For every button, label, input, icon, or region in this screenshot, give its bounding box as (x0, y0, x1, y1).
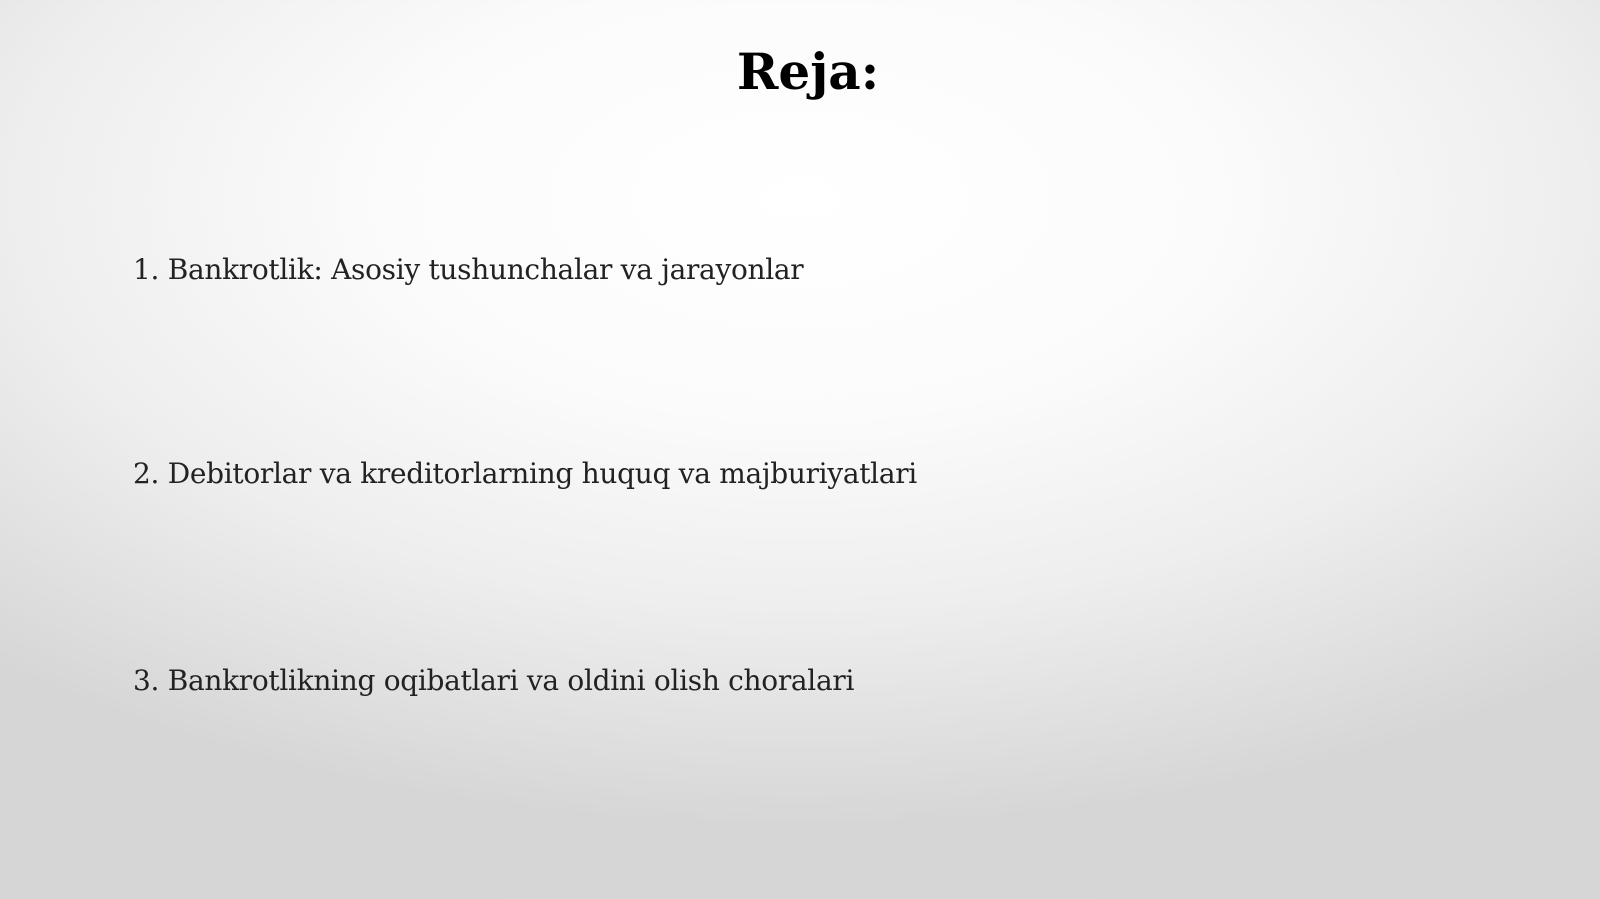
plan-item-2: 2. Debitorlar va kreditorlarning huquq va majburiyatlari (133, 457, 917, 490)
plan-item-1: 1. Bankrotlik: Asosiy tushunchalar va jarayonlar (133, 253, 804, 286)
slide-title: Reja: (736, 42, 880, 101)
plan-item-3: 3. Bankrotlikning oqibatlari va oldini olish choralari (133, 664, 855, 697)
